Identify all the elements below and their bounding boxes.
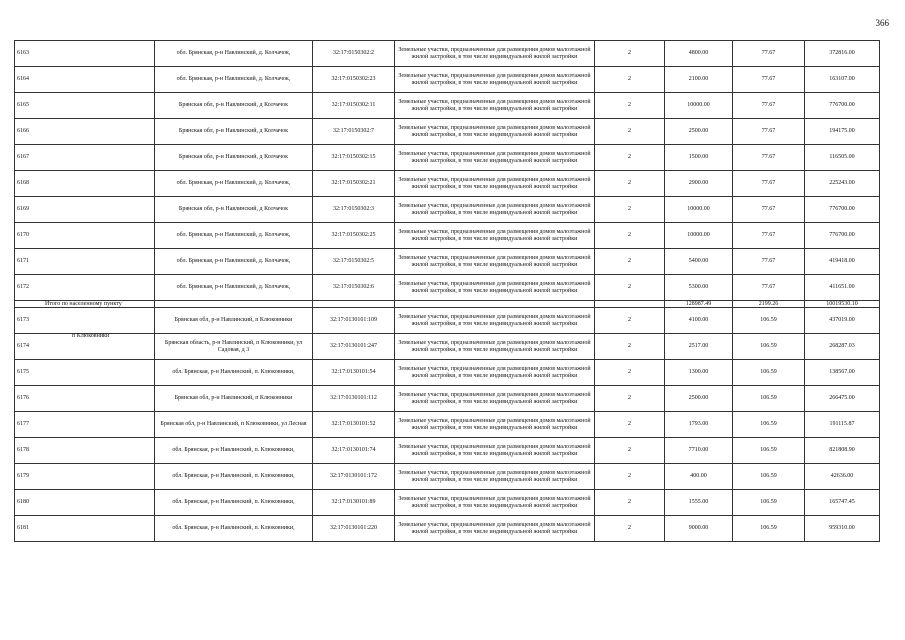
area-cell: 400.00 [665,464,733,490]
cadastral-number-cell: 32:17:0150302:2 [313,41,395,67]
cadastral-number-cell: 32:17:0150302:7 [313,119,395,145]
table-row [15,119,880,145]
cadastral-value-cell: 372816.00 [805,41,880,67]
area-cell: 2500.00 [665,386,733,412]
table-row [15,197,880,223]
address-cell: обл. Брянская, р-н Навлинский, п. Клюковники, [155,516,313,542]
category-code-cell: 2 [595,464,665,490]
land-use-cell: Земельные участки, предназначенные для размещения домов малоэтажной жилой застройки, в том числе индивидуальной жилой застройки [395,516,595,542]
area-cell: 10000.00 [665,197,733,223]
address-cell: обл. Брянская, р-н Навлинский, д. Колчачок, [155,275,313,301]
cadastral-value-cell: 821808.90 [805,438,880,464]
land-use-cell: Земельные участки, предназначенные для размещения домов малоэтажной жилой застройки, в том числе индивидуальной жилой застройки [395,275,595,301]
area-cell: 2517.00 [665,334,733,360]
land-use-cell: Земельные участки, предназначенные для размещения домов малоэтажной жилой застройки, в том числе индивидуальной жилой застройки [395,67,595,93]
land-use-cell: Земельные участки, предназначенные для размещения домов малоэтажной жилой застройки, в том числе индивидуальной жилой застройки [395,464,595,490]
rows-before-total [15,41,880,301]
row-number: 6169 [15,197,155,223]
address-cell: Брянская обл, р-н Навлинский, д Колчачок [155,119,313,145]
specific-value-cell: 106.59 [733,464,805,490]
category-code-cell: 2 [595,249,665,275]
table-row [15,67,880,93]
total-row [15,301,880,308]
table-row [15,275,880,301]
area-cell: 10000.00 [665,223,733,249]
row-number: 6176 [15,386,155,412]
row-number: 6177 [15,412,155,438]
table-row [15,249,880,275]
address-cell: обл. Брянская, р-н Навлинский, п. Клюковники, [155,360,313,386]
land-use-cell: Земельные участки, предназначенные для размещения домов малоэтажной жилой застройки, в том числе индивидуальной жилой застройки [395,171,595,197]
table-row [15,334,880,360]
row-number: 6172 [15,275,155,301]
land-use-cell: Земельные участки, предназначенные для размещения домов малоэтажной жилой застройки, в том числе индивидуальной жилой застройки [395,119,595,145]
rows-after-total [15,308,880,542]
land-use-cell: Земельные участки, предназначенные для размещения домов малоэтажной жилой застройки, в том числе индивидуальной жилой застройки [395,360,595,386]
cadastral-number-cell: 32:17:0150302:21 [313,171,395,197]
table-row [15,41,880,67]
land-use-cell: Земельные участки, предназначенные для размещения домов малоэтажной жилой застройки, в том числе индивидуальной жилой застройки [395,223,595,249]
row-number: 6168 [15,171,155,197]
address-cell: обл. Брянская, р-н Навлинский, п. Клюковники, [155,438,313,464]
category-code-cell: 2 [595,360,665,386]
land-use-cell: Земельные участки, предназначенные для размещения домов малоэтажной жилой застройки, в том числе индивидуальной жилой застройки [395,93,595,119]
row-number: 6167 [15,145,155,171]
area-cell: 1555.00 [665,490,733,516]
area-cell: 4100.00 [665,308,733,334]
table-row [15,308,880,334]
specific-value-cell: 77.67 [733,223,805,249]
total-section [15,301,880,308]
page-number: 366 [875,18,889,28]
specific-value-cell: 77.67 [733,119,805,145]
table-row [15,490,880,516]
land-registry-table [14,40,880,542]
category-code-cell: 2 [595,67,665,93]
category-code-cell: 2 [595,171,665,197]
cadastral-value-cell: 138567.00 [805,360,880,386]
address-cell: Брянская обл, р-н Навлинский, д Колчачок [155,197,313,223]
address-cell: Брянская область, р-н Навлинский, п Клюковники, ул Садовая, д 3 [155,334,313,360]
table-row [15,464,880,490]
cadastral-number-cell: 32:17:0150302:25 [313,223,395,249]
cadastral-number-cell: 32:17:0130101:89 [313,490,395,516]
address-cell: обл. Брянская, р-н Навлинский, д. Колчачок, [155,223,313,249]
category-code-cell: 2 [595,119,665,145]
table-row [15,93,880,119]
total-value: 10019530.10 [805,301,880,308]
area-cell: 1500.00 [665,145,733,171]
cadastral-value-cell: 225243.00 [805,171,880,197]
cadastral-value-cell: 116505.00 [805,145,880,171]
cadastral-number-cell: 32:17:0130101:220 [313,516,395,542]
address-cell: Брянская обл, р-н Навлинский, д Колчачок [155,145,313,171]
cadastral-value-cell: 776700.00 [805,223,880,249]
land-use-cell: Земельные участки, предназначенные для размещения домов малоэтажной жилой застройки, в том числе индивидуальной жилой застройки [395,145,595,171]
table-row [15,412,880,438]
specific-value-cell: 106.59 [733,308,805,334]
specific-value-cell: 106.59 [733,360,805,386]
specific-value-cell: 77.67 [733,93,805,119]
cadastral-value-cell: 42636.00 [805,464,880,490]
area-cell: 4800.00 [665,41,733,67]
cadastral-value-cell: 191115.87 [805,412,880,438]
land-use-cell: Земельные участки, предназначенные для размещения домов малоэтажной жилой застройки, в том числе индивидуальной жилой застройки [395,386,595,412]
category-code-cell: 2 [595,223,665,249]
specific-value-cell: 77.67 [733,197,805,223]
land-use-cell: Земельные участки, предназначенные для размещения домов малоэтажной жилой застройки, в том числе индивидуальной жилой застройки [395,41,595,67]
category-code-cell: 2 [595,197,665,223]
specific-value-cell: 106.59 [733,334,805,360]
cadastral-value-cell: 268287.03 [805,334,880,360]
cadastral-number-cell: 32:17:0130101:74 [313,438,395,464]
land-use-cell: Земельные участки, предназначенные для размещения домов малоэтажной жилой застройки, в том числе индивидуальной жилой застройки [395,197,595,223]
cadastral-value-cell: 419418.00 [805,249,880,275]
specific-value-cell: 77.67 [733,145,805,171]
total-area: 128987.49 [665,301,733,308]
cadastral-number-cell: 32:17:0150302:11 [313,93,395,119]
specific-value-cell: 77.67 [733,249,805,275]
row-number: 6164 [15,67,155,93]
cadastral-number-cell: 32:17:0130101:52 [313,412,395,438]
table-row [15,360,880,386]
specific-value-cell: 106.59 [733,386,805,412]
land-use-cell: Земельные участки, предназначенные для размещения домов малоэтажной жилой застройки, в том числе индивидуальной жилой застройки [395,412,595,438]
row-number: 6170 [15,223,155,249]
cadastral-number-cell: 32:17:0130101:112 [313,386,395,412]
address-cell: обл. Брянская, р-н Навлинский, д. Колчачок, [155,41,313,67]
address-cell: обл. Брянская, р-н Навлинский, д. Колчачок, [155,67,313,93]
cadastral-number-cell: 32:17:0130101:172 [313,464,395,490]
cadastral-number-cell: 32:17:0130101:54 [313,360,395,386]
category-code-cell: 2 [595,93,665,119]
cadastral-value-cell: 266475.00 [805,386,880,412]
area-cell: 2100.00 [665,67,733,93]
cadastral-value-cell: 776700.00 [805,93,880,119]
land-use-cell: Земельные участки, предназначенные для размещения домов малоэтажной жилой застройки, в том числе индивидуальной жилой застройки [395,249,595,275]
row-number: 6166 [15,119,155,145]
area-cell: 7710.00 [665,438,733,464]
specific-value-cell: 106.59 [733,412,805,438]
area-cell: 2500.00 [665,119,733,145]
cadastral-number-cell: 32:17:0150302:3 [313,197,395,223]
row-number: 6181 [15,516,155,542]
cadastral-number-cell: 32:17:0150302:23 [313,67,395,93]
row-number: 6180 [15,490,155,516]
row-number: 6163 [15,41,155,67]
specific-value-cell: 106.59 [733,438,805,464]
table-row [15,223,880,249]
area-cell: 1300.00 [665,360,733,386]
settlement-group-label: п Клюковники [72,333,110,339]
row-number: 6178 [15,438,155,464]
category-code-cell: 2 [595,438,665,464]
category-code-cell: 2 [595,275,665,301]
area-cell: 1793.00 [665,412,733,438]
table-row [15,145,880,171]
specific-value-cell: 77.67 [733,171,805,197]
cadastral-number-cell: 32:17:0130101:109 [313,308,395,334]
row-number: 6175 [15,360,155,386]
cadastral-value-cell: 163107.00 [805,67,880,93]
address-cell: обл. Брянская, р-н Навлинский, п. Клюковники, [155,490,313,516]
land-use-cell: Земельные участки, предназначенные для размещения домов малоэтажной жилой застройки, в том числе индивидуальной жилой застройки [395,334,595,360]
address-cell: Брянская обл, р-н Навлинский, п Клюковники [155,386,313,412]
area-cell: 5400.00 [665,249,733,275]
specific-value-cell: 77.67 [733,275,805,301]
specific-value-cell: 77.67 [733,67,805,93]
address-cell: обл. Брянская, р-н Навлинский, д. Колчачок, [155,171,313,197]
category-code-cell: 2 [595,386,665,412]
total-label: Итого по населенному пункту [15,301,155,308]
category-code-cell: 2 [595,412,665,438]
area-cell: 9000.00 [665,516,733,542]
specific-value-cell: 106.59 [733,490,805,516]
address-cell: обл. Брянская, р-н Навлинский, д. Колчачок, [155,249,313,275]
table-row [15,438,880,464]
table-row [15,516,880,542]
cadastral-number-cell: 32:17:0150302:15 [313,145,395,171]
cadastral-number-cell: 32:17:0150302:6 [313,275,395,301]
land-use-cell: Земельные участки, предназначенные для размещения домов малоэтажной жилой застройки, в том числе индивидуальной жилой застройки [395,490,595,516]
category-code-cell: 2 [595,308,665,334]
address-cell: Брянская обл, р-н Навлинский, п Клюковники, ул Лесная [155,412,313,438]
total-rate: 2199.26 [733,301,805,308]
cadastral-value-cell: 437019.00 [805,308,880,334]
table-row [15,171,880,197]
cadastral-number-cell: 32:17:0130101:247 [313,334,395,360]
row-number: 6171 [15,249,155,275]
category-code-cell: 2 [595,490,665,516]
category-code-cell: 2 [595,334,665,360]
category-code-cell: 2 [595,145,665,171]
category-code-cell: 2 [595,516,665,542]
row-number: 6174 [15,334,155,360]
area-cell: 5300.00 [665,275,733,301]
cadastral-value-cell: 165747.45 [805,490,880,516]
land-use-cell: Земельные участки, предназначенные для размещения домов малоэтажной жилой застройки, в том числе индивидуальной жилой застройки [395,438,595,464]
table-row [15,386,880,412]
row-number: 6173 [15,308,155,334]
cadastral-value-cell: 411651.00 [805,275,880,301]
specific-value-cell: 77.67 [733,41,805,67]
address-cell: Брянская обл, р-н Навлинский, д Колчачок [155,93,313,119]
cadastral-value-cell: 194175.00 [805,119,880,145]
address-cell: обл. Брянская, р-н Навлинский, п. Клюковники, [155,464,313,490]
cadastral-number-cell: 32:17:0150302:5 [313,249,395,275]
cadastral-value-cell: 776700.00 [805,197,880,223]
cadastral-value-cell: 959310.00 [805,516,880,542]
row-number: 6165 [15,93,155,119]
specific-value-cell: 106.59 [733,516,805,542]
land-use-cell: Земельные участки, предназначенные для размещения домов малоэтажной жилой застройки, в том числе индивидуальной жилой застройки [395,308,595,334]
row-number: 6179 [15,464,155,490]
category-code-cell: 2 [595,41,665,67]
area-cell: 2900.00 [665,171,733,197]
address-cell: Брянская обл, р-н Навлинский, п Клюковники [155,308,313,334]
area-cell: 10000.00 [665,93,733,119]
